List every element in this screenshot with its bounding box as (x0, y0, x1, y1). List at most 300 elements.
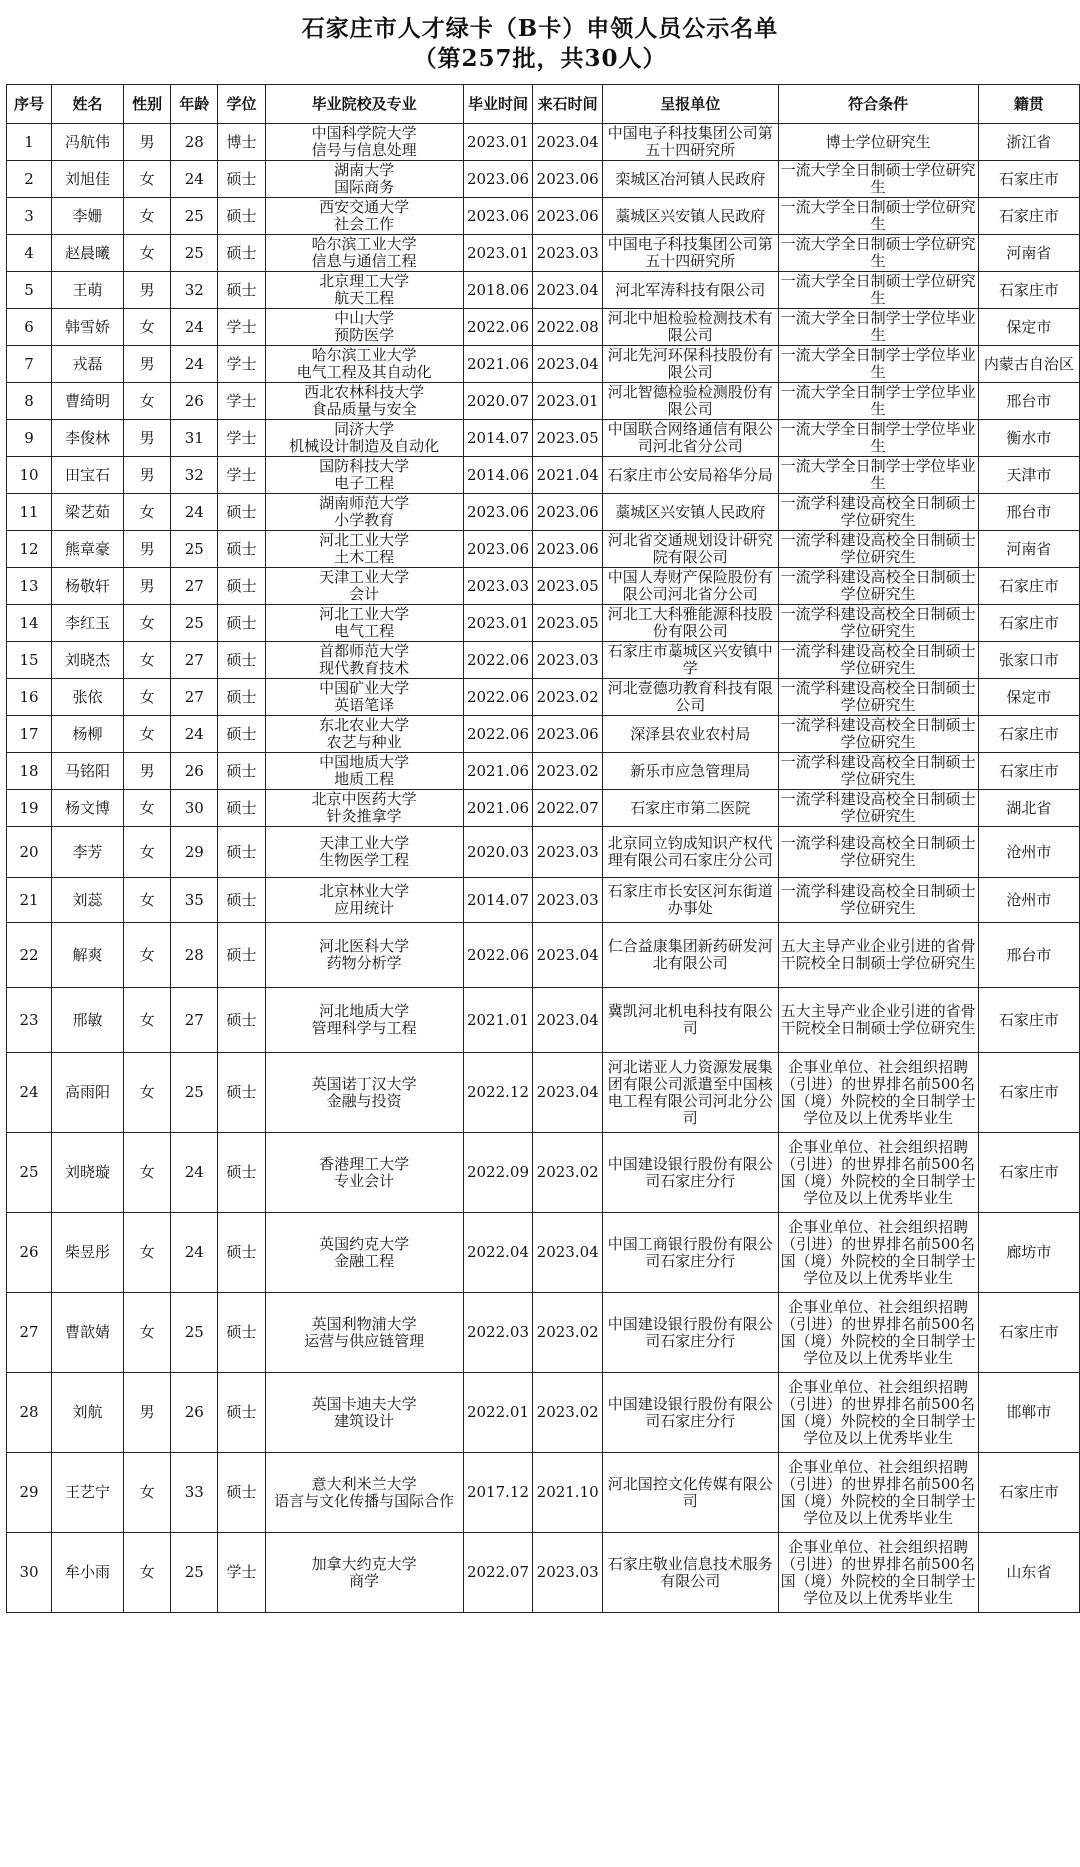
table-row (7, 1453, 1080, 1533)
cell-reporting-unit: 深泽县农业农村局 (603, 716, 778, 753)
table-row (7, 1133, 1080, 1213)
cell-graduation-date: 2014.07 (463, 420, 533, 457)
cell-arrival-date: 2023.04 (533, 1213, 603, 1293)
cell-graduation-date: 2014.06 (463, 457, 533, 494)
cell-condition: 一流学科建设高校全日制硕士学位研究生 (778, 827, 978, 878)
cell-condition: 一流学科建设高校全日制硕士学位研究生 (778, 878, 978, 923)
cell-school-major (265, 1453, 463, 1533)
cell-origin: 廊坊市 (978, 1213, 1079, 1293)
table-row (7, 309, 1080, 346)
cell-arrival-date: 2023.06 (533, 198, 603, 235)
cell-index: 23 (7, 988, 52, 1053)
cell-name: 王萌 (51, 272, 123, 309)
cell-arrival-date: 2023.06 (533, 531, 603, 568)
cell-school-major (265, 161, 463, 198)
cell-index: 1 (7, 124, 52, 161)
cell-graduation-date: 2022.04 (463, 1213, 533, 1293)
cell-name: 李俊林 (51, 420, 123, 457)
cell-age: 27 (171, 988, 218, 1053)
school-name: 北京理工大学 (319, 272, 410, 290)
cell-condition: 企事业单位、社会组织招聘（引进）的世界排名前500名国（境）外院校的全日制学士学位及以上优秀毕业生 (778, 1213, 978, 1293)
table-header-row (7, 85, 1080, 124)
cell-degree: 硕士 (218, 1373, 265, 1453)
cell-gender: 女 (123, 827, 170, 878)
cell-graduation-date: 2022.06 (463, 309, 533, 346)
cell-arrival-date: 2023.02 (533, 1373, 603, 1453)
cell-arrival-date: 2023.02 (533, 1133, 603, 1213)
major-name: 地质工程 (334, 770, 395, 788)
school-name: 河北医科大学 (319, 937, 410, 955)
school-name: 英国诺丁汉大学 (311, 1074, 417, 1093)
cell-graduation-date: 2022.09 (463, 1133, 533, 1213)
cell-name: 牟小雨 (51, 1533, 123, 1613)
major-name: 土木工程 (334, 548, 395, 566)
cell-school-major (265, 494, 463, 531)
major-name: 应用统计 (334, 899, 395, 917)
cell-origin: 石家庄市 (978, 1453, 1079, 1533)
school-name: 首都师范大学 (319, 642, 410, 660)
cell-graduation-date: 2022.06 (463, 716, 533, 753)
cell-reporting-unit: 河北中旭检验检测技术有限公司 (603, 309, 778, 346)
school-name: 西北农林科技大学 (304, 383, 425, 401)
cell-origin: 石家庄市 (978, 605, 1079, 642)
major-name: 运营与供应链管理 (304, 1331, 425, 1350)
cell-graduation-date: 2023.01 (463, 124, 533, 161)
table-row (7, 716, 1080, 753)
cell-school-major (265, 679, 463, 716)
column-header: 来石时间 (533, 85, 603, 124)
cell-index: 20 (7, 827, 52, 878)
cell-age: 28 (171, 923, 218, 988)
cell-condition: 一流大学全日制学士学位毕业生 (778, 457, 978, 494)
cell-school-major (265, 1373, 463, 1453)
cell-reporting-unit: 北京同立钧成知识产权代理有限公司石家庄分公司 (603, 827, 778, 878)
cell-school-major (265, 568, 463, 605)
cell-arrival-date: 2023.04 (533, 1053, 603, 1133)
cell-arrival-date: 2023.02 (533, 1293, 603, 1373)
cell-name: 张依 (51, 679, 123, 716)
cell-degree: 硕士 (218, 531, 265, 568)
school-name: 香港理工大学 (319, 1154, 410, 1173)
cell-school-major (265, 383, 463, 420)
cell-age: 25 (171, 235, 218, 272)
cell-reporting-unit: 河北省交通规划设计研究院有限公司 (603, 531, 778, 568)
cell-origin: 石家庄市 (978, 161, 1079, 198)
major-name: 药物分析学 (326, 954, 402, 972)
major-name: 机械设计制造及自动化 (289, 437, 440, 455)
cell-degree: 学士 (218, 309, 265, 346)
major-name: 信号与信息处理 (311, 141, 417, 159)
table-row (7, 420, 1080, 457)
table-row (7, 568, 1080, 605)
school-name: 中国地质大学 (319, 753, 410, 771)
cell-school-major (265, 878, 463, 923)
cell-arrival-date: 2023.03 (533, 235, 603, 272)
cell-degree: 学士 (218, 457, 265, 494)
cell-condition: 一流学科建设高校全日制硕士学位研究生 (778, 753, 978, 790)
cell-origin: 石家庄市 (978, 988, 1079, 1053)
cell-school-major (265, 457, 463, 494)
column-header: 学位 (218, 85, 265, 124)
school-name: 英国约克大学 (319, 1234, 410, 1253)
cell-reporting-unit: 河北先河环保科技股份有限公司 (603, 346, 778, 383)
cell-age: 24 (171, 346, 218, 383)
cell-index: 18 (7, 753, 52, 790)
cell-condition: 一流大学全日制学士学位毕业生 (778, 309, 978, 346)
cell-gender: 女 (123, 642, 170, 679)
cell-name: 李姗 (51, 198, 123, 235)
cell-graduation-date: 2022.12 (463, 1053, 533, 1133)
page-title: 石家庄市人才绿卡（B卡）申领人员公示名单 (301, 15, 779, 42)
major-name: 金融工程 (334, 1251, 395, 1270)
major-name: 针灸推拿学 (326, 807, 402, 825)
school-name: 哈尔滨工业大学 (311, 346, 417, 364)
cell-condition: 一流大学全日制硕士学位研究生 (778, 272, 978, 309)
cell-condition: 一流大学全日制学士学位毕业生 (778, 383, 978, 420)
cell-degree: 硕士 (218, 235, 265, 272)
cell-reporting-unit: 中国人寿财产保险股份有限公司河北省分公司 (603, 568, 778, 605)
cell-reporting-unit: 河北智德检验检测股份有限公司 (603, 383, 778, 420)
cell-graduation-date: 2020.07 (463, 383, 533, 420)
cell-index: 12 (7, 531, 52, 568)
major-name: 电气工程 (334, 622, 395, 640)
cell-name: 邢敏 (51, 988, 123, 1053)
cell-index: 9 (7, 420, 52, 457)
page-subtitle: （第257批，共30人） (413, 45, 667, 72)
cell-name: 解爽 (51, 923, 123, 988)
cell-condition: 五大主导产业企业引进的省骨干院校全日制硕士学位研究生 (778, 988, 978, 1053)
table-row (7, 827, 1080, 878)
major-name: 电子工程 (334, 474, 395, 492)
cell-arrival-date: 2021.04 (533, 457, 603, 494)
table-row (7, 679, 1080, 716)
cell-degree: 硕士 (218, 878, 265, 923)
column-header: 毕业院校及专业 (265, 85, 463, 124)
cell-gender: 男 (123, 124, 170, 161)
cell-reporting-unit: 石家庄市公安局裕华分局 (603, 457, 778, 494)
cell-age: 24 (171, 309, 218, 346)
cell-arrival-date: 2023.02 (533, 679, 603, 716)
cell-school-major (265, 1293, 463, 1373)
column-header: 年龄 (171, 85, 218, 124)
cell-arrival-date: 2023.05 (533, 568, 603, 605)
cell-name: 曹歆婧 (51, 1293, 123, 1373)
cell-degree: 硕士 (218, 642, 265, 679)
major-name: 金融与投资 (326, 1091, 402, 1110)
cell-name: 曹绮明 (51, 383, 123, 420)
cell-degree: 硕士 (218, 923, 265, 988)
table-row (7, 494, 1080, 531)
cell-school-major (265, 346, 463, 383)
table-row (7, 124, 1080, 161)
cell-graduation-date: 2020.03 (463, 827, 533, 878)
cell-age: 26 (171, 383, 218, 420)
cell-age: 28 (171, 124, 218, 161)
cell-reporting-unit: 石家庄市长安区河东街道办事处 (603, 878, 778, 923)
table-row (7, 878, 1080, 923)
school-name: 河北地质大学 (319, 1002, 410, 1020)
cell-school-major (265, 1213, 463, 1293)
cell-condition: 一流大学全日制硕士学位研究生 (778, 235, 978, 272)
cell-condition: 一流学科建设高校全日制硕士学位研究生 (778, 642, 978, 679)
table-row (7, 1213, 1080, 1293)
cell-graduation-date: 2023.03 (463, 568, 533, 605)
major-name: 专业会计 (334, 1171, 395, 1190)
cell-name: 杨柳 (51, 716, 123, 753)
cell-origin: 石家庄市 (978, 568, 1079, 605)
cell-arrival-date: 2023.06 (533, 161, 603, 198)
cell-school-major (265, 716, 463, 753)
cell-degree: 硕士 (218, 679, 265, 716)
cell-index: 25 (7, 1133, 52, 1213)
table-row (7, 1533, 1080, 1613)
cell-degree: 硕士 (218, 827, 265, 878)
cell-condition: 一流学科建设高校全日制硕士学位研究生 (778, 716, 978, 753)
cell-graduation-date: 2014.07 (463, 878, 533, 923)
cell-age: 25 (171, 605, 218, 642)
cell-index: 13 (7, 568, 52, 605)
table-row (7, 198, 1080, 235)
cell-reporting-unit: 藁城区兴安镇人民政府 (603, 198, 778, 235)
cell-name: 杨敬轩 (51, 568, 123, 605)
cell-condition: 一流大学全日制学士学位毕业生 (778, 346, 978, 383)
cell-index: 3 (7, 198, 52, 235)
cell-school-major (265, 272, 463, 309)
cell-origin: 邢台市 (978, 923, 1079, 988)
cell-gender: 男 (123, 1373, 170, 1453)
cell-reporting-unit: 中国联合网络通信有限公司河北省分公司 (603, 420, 778, 457)
cell-school-major (265, 988, 463, 1053)
major-name: 国际商务 (334, 178, 395, 196)
cell-condition: 五大主导产业企业引进的省骨干院校全日制硕士学位研究生 (778, 923, 978, 988)
cell-degree: 学士 (218, 346, 265, 383)
cell-origin: 河南省 (978, 235, 1079, 272)
cell-reporting-unit: 冀凯河北机电科技有限公司 (603, 988, 778, 1053)
cell-index: 28 (7, 1373, 52, 1453)
cell-name: 梁艺茹 (51, 494, 123, 531)
cell-graduation-date: 2023.06 (463, 198, 533, 235)
cell-condition: 一流大学全日制硕士学位研究生 (778, 161, 978, 198)
cell-degree: 硕士 (218, 988, 265, 1053)
cell-index: 8 (7, 383, 52, 420)
cell-name: 刘晓璇 (51, 1133, 123, 1213)
table-row (7, 605, 1080, 642)
cell-graduation-date: 2022.06 (463, 923, 533, 988)
cell-condition: 企事业单位、社会组织招聘（引进）的世界排名前500名国（境）外院校的全日制学士学位及以上优秀毕业生 (778, 1453, 978, 1533)
cell-gender: 男 (123, 457, 170, 494)
cell-name: 王艺宁 (51, 1453, 123, 1533)
cell-index: 24 (7, 1053, 52, 1133)
cell-graduation-date: 2018.06 (463, 272, 533, 309)
cell-name: 熊章豪 (51, 531, 123, 568)
table-row (7, 1293, 1080, 1373)
cell-age: 30 (171, 790, 218, 827)
cell-arrival-date: 2023.05 (533, 420, 603, 457)
applicant-table (6, 84, 1080, 1613)
school-name: 哈尔滨工业大学 (311, 235, 417, 253)
cell-school-major (265, 827, 463, 878)
cell-age: 25 (171, 1293, 218, 1373)
cell-name: 杨文博 (51, 790, 123, 827)
cell-degree: 硕士 (218, 790, 265, 827)
cell-age: 26 (171, 1373, 218, 1453)
school-name: 意大利米兰大学 (311, 1474, 417, 1493)
cell-gender: 女 (123, 988, 170, 1053)
school-name: 国防科技大学 (319, 457, 410, 475)
major-name: 商学 (349, 1571, 380, 1590)
cell-origin: 石家庄市 (978, 1293, 1079, 1373)
cell-reporting-unit: 中国电子科技集团公司第五十四研究所 (603, 124, 778, 161)
table-row (7, 988, 1080, 1053)
table-row (7, 346, 1080, 383)
cell-graduation-date: 2023.06 (463, 161, 533, 198)
cell-degree: 硕士 (218, 1293, 265, 1373)
cell-index: 22 (7, 923, 52, 988)
school-name: 河北工业大学 (319, 605, 410, 623)
cell-origin: 邢台市 (978, 383, 1079, 420)
cell-age: 25 (171, 198, 218, 235)
major-name: 英语笔译 (334, 696, 395, 714)
cell-arrival-date: 2023.03 (533, 642, 603, 679)
table-row (7, 161, 1080, 198)
cell-name: 冯航伟 (51, 124, 123, 161)
cell-name: 戎磊 (51, 346, 123, 383)
cell-arrival-date: 2023.02 (533, 753, 603, 790)
cell-gender: 女 (123, 198, 170, 235)
cell-degree: 博士 (218, 124, 265, 161)
school-name: 中国科学院大学 (311, 124, 417, 142)
cell-reporting-unit: 中国建设银行股份有限公司石家庄分行 (603, 1373, 778, 1453)
school-name: 英国卡迪夫大学 (311, 1394, 417, 1413)
cell-reporting-unit: 仁合益康集团新药研发河北有限公司 (603, 923, 778, 988)
column-header: 毕业时间 (463, 85, 533, 124)
school-name: 北京中医药大学 (311, 790, 417, 808)
cell-degree: 硕士 (218, 716, 265, 753)
cell-condition: 企事业单位、社会组织招聘（引进）的世界排名前500名国（境）外院校的全日制学士学位及以上优秀毕业生 (778, 1293, 978, 1373)
cell-gender: 女 (123, 494, 170, 531)
cell-origin: 天津市 (978, 457, 1079, 494)
cell-reporting-unit: 中国建设银行股份有限公司石家庄分行 (603, 1133, 778, 1213)
cell-name: 马铭阳 (51, 753, 123, 790)
cell-arrival-date: 2023.01 (533, 383, 603, 420)
table-row (7, 753, 1080, 790)
cell-index: 26 (7, 1213, 52, 1293)
cell-index: 29 (7, 1453, 52, 1533)
table-row (7, 235, 1080, 272)
cell-school-major (265, 1533, 463, 1613)
cell-reporting-unit: 河北军涛科技有限公司 (603, 272, 778, 309)
cell-arrival-date: 2023.03 (533, 1533, 603, 1613)
cell-condition: 一流学科建设高校全日制硕士学位研究生 (778, 679, 978, 716)
cell-degree: 硕士 (218, 198, 265, 235)
cell-graduation-date: 2021.06 (463, 346, 533, 383)
cell-condition: 一流学科建设高校全日制硕士学位研究生 (778, 494, 978, 531)
cell-index: 16 (7, 679, 52, 716)
cell-degree: 硕士 (218, 161, 265, 198)
school-name: 英国利物浦大学 (311, 1314, 417, 1333)
cell-condition: 一流学科建设高校全日制硕士学位研究生 (778, 605, 978, 642)
cell-condition: 一流大学全日制学士学位毕业生 (778, 420, 978, 457)
cell-school-major (265, 531, 463, 568)
cell-graduation-date: 2023.01 (463, 235, 533, 272)
major-name: 现代教育技术 (319, 659, 410, 677)
cell-graduation-date: 2022.01 (463, 1373, 533, 1453)
cell-school-major (265, 309, 463, 346)
cell-index: 19 (7, 790, 52, 827)
cell-index: 17 (7, 716, 52, 753)
cell-gender: 女 (123, 161, 170, 198)
cell-arrival-date: 2023.04 (533, 272, 603, 309)
column-header: 符合条件 (778, 85, 978, 124)
cell-name: 李红玉 (51, 605, 123, 642)
school-name: 北京林业大学 (319, 882, 410, 900)
cell-origin: 张家口市 (978, 642, 1079, 679)
cell-condition: 企事业单位、社会组织招聘（引进）的世界排名前500名国（境）外院校的全日制学士学位及以上优秀毕业生 (778, 1133, 978, 1213)
cell-gender: 女 (123, 1053, 170, 1133)
cell-arrival-date: 2022.07 (533, 790, 603, 827)
cell-origin: 浙江省 (978, 124, 1079, 161)
cell-degree: 学士 (218, 1533, 265, 1613)
cell-graduation-date: 2022.06 (463, 642, 533, 679)
cell-index: 2 (7, 161, 52, 198)
cell-origin: 衡水市 (978, 420, 1079, 457)
major-name: 生物医学工程 (319, 851, 410, 869)
cell-arrival-date: 2023.04 (533, 124, 603, 161)
cell-school-major (265, 790, 463, 827)
cell-school-major (265, 235, 463, 272)
cell-reporting-unit: 河北国控文化传媒有限公司 (603, 1453, 778, 1533)
cell-gender: 男 (123, 272, 170, 309)
cell-reporting-unit: 藁城区兴安镇人民政府 (603, 494, 778, 531)
cell-gender: 女 (123, 309, 170, 346)
cell-gender: 女 (123, 383, 170, 420)
major-name: 航天工程 (334, 289, 395, 307)
cell-reporting-unit: 河北诺亚人力资源发展集团有限公司派遣至中国核电工程有限公司河北分公司 (603, 1053, 778, 1133)
table-row (7, 272, 1080, 309)
cell-gender: 男 (123, 346, 170, 383)
cell-origin: 石家庄市 (978, 1053, 1079, 1133)
cell-arrival-date: 2023.05 (533, 605, 603, 642)
cell-gender: 女 (123, 1213, 170, 1293)
cell-reporting-unit: 中国工商银行股份有限公司石家庄分行 (603, 1213, 778, 1293)
cell-origin: 沧州市 (978, 827, 1079, 878)
cell-name: 李芳 (51, 827, 123, 878)
cell-gender: 男 (123, 420, 170, 457)
cell-age: 27 (171, 642, 218, 679)
cell-index: 4 (7, 235, 52, 272)
cell-graduation-date: 2022.06 (463, 679, 533, 716)
cell-gender: 女 (123, 235, 170, 272)
cell-gender: 女 (123, 1533, 170, 1613)
cell-origin: 石家庄市 (978, 1133, 1079, 1213)
cell-condition: 一流学科建设高校全日制硕士学位研究生 (778, 531, 978, 568)
cell-reporting-unit: 中国建设银行股份有限公司石家庄分行 (603, 1293, 778, 1373)
cell-origin: 石家庄市 (978, 272, 1079, 309)
cell-graduation-date: 2022.07 (463, 1533, 533, 1613)
cell-name: 刘航 (51, 1373, 123, 1453)
cell-school-major (265, 605, 463, 642)
school-name: 湖南师范大学 (319, 494, 410, 512)
cell-graduation-date: 2023.06 (463, 531, 533, 568)
cell-graduation-date: 2023.01 (463, 605, 533, 642)
cell-age: 27 (171, 568, 218, 605)
cell-arrival-date: 2023.03 (533, 878, 603, 923)
column-header: 序号 (7, 85, 52, 124)
school-name: 湖南大学 (334, 161, 395, 179)
cell-index: 5 (7, 272, 52, 309)
school-name: 东北农业大学 (319, 716, 410, 734)
cell-reporting-unit: 河北壹德功教育科技有限公司 (603, 679, 778, 716)
